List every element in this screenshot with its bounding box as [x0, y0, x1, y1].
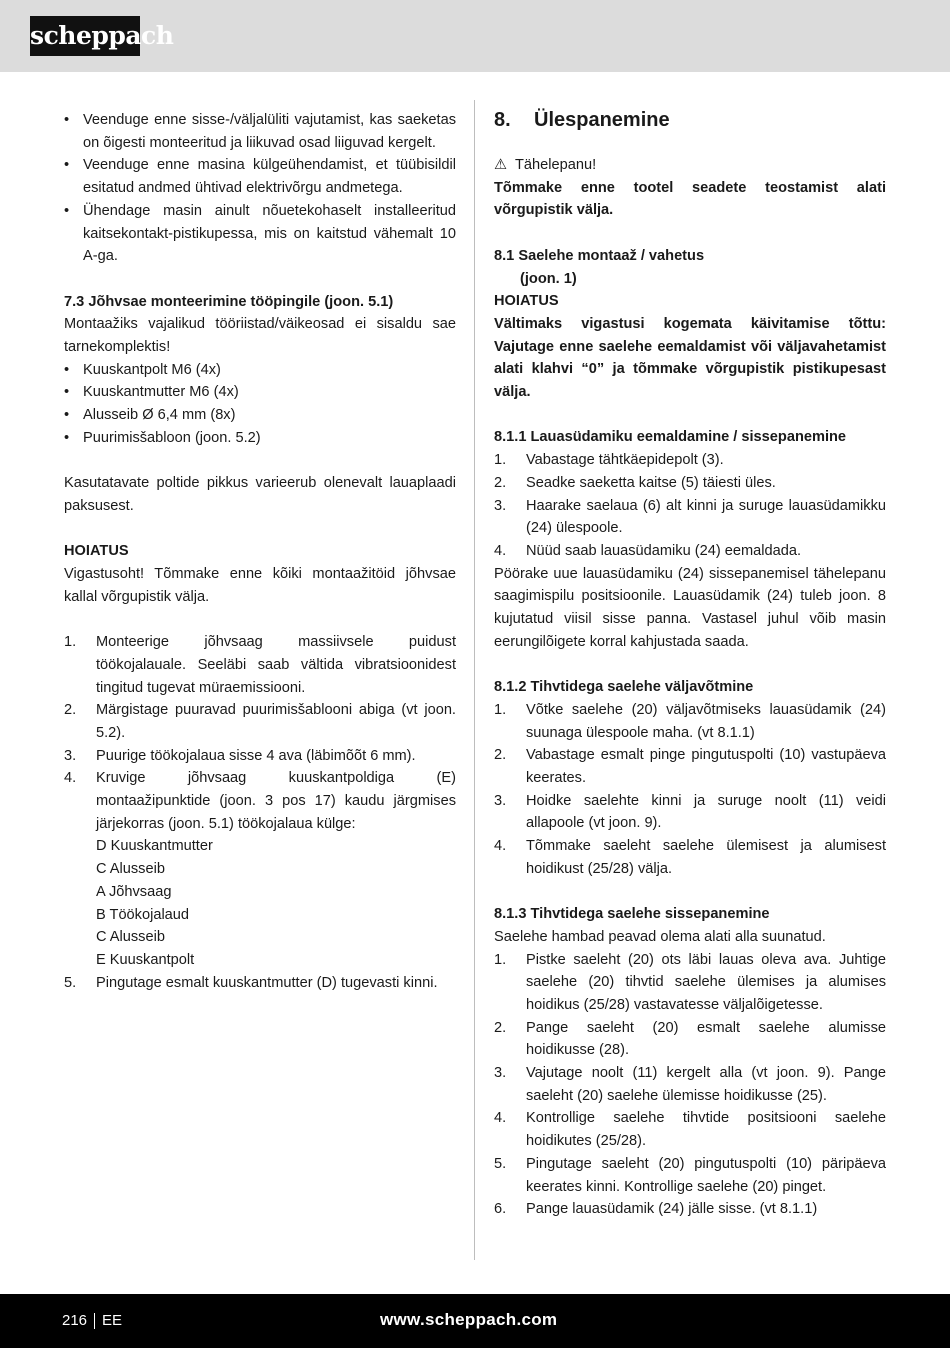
warning-triangle-icon: ⚠ — [494, 157, 508, 173]
warning-text: Vigastusoht! Tõmmake enne kõiki montaažitöid jõhvsae kallal võrgupistik välja. — [64, 566, 456, 605]
step-item: 2. Pange saeleht (20) esmalt saelehe alumisse hoidikusse (28). — [494, 1019, 886, 1059]
section-note: Pöörake uue lauasüdamiku (24) sissepanemisel tähelepanu saagimispilu positsioonile. Lauasüdamik (24) tuleb joon. 8 kujutatud viisil sisse panna. Vastasel juhul võib masin eerungilõigete korral kahjustada saada. — [494, 565, 886, 650]
section-intro: Montaažiks vajalikud tööriistad/väikeosad ei sisaldu sae tarnekomplektis! — [64, 316, 456, 356]
assembly-order-item: D Kuuskantmutter — [96, 838, 213, 855]
section-heading-8-1: 8.1 Saelehe montaaž / vahetus — [494, 247, 705, 264]
assembly-order-item: C Alusseib — [96, 861, 165, 878]
column-divider — [474, 100, 475, 1260]
section-intro: Saelehe hambad peavad olema alati alla suunatud. — [494, 928, 826, 945]
warning-label: HOIATUS — [494, 293, 559, 310]
language-code: EE — [102, 1312, 123, 1329]
step-item: 4. Tõmmake saeleht saelehe ülemisest ja alumisest hoidikust (25/28) välja. — [494, 838, 886, 877]
step-item: 1. Võtke saelehe (20) väljavõtmiseks lauasüdamik (24) suunaga ülespoole maha. (vt 8.1.1) — [494, 701, 886, 741]
steps-8-1-3 — [494, 949, 886, 1221]
attention-row — [494, 154, 886, 177]
step-item: 1. Vabastage tähtkäepidepolt (3). — [494, 452, 724, 469]
list-item: • Kuuskantmutter M6 (4x) — [64, 381, 456, 404]
attention-text: Tõmmake enne tootel seadete teostamist alati võrgupistik välja. — [494, 179, 886, 219]
section-heading-8-1-3: 8.1.3 Tihvtidega saelehe sissepanemine — [494, 906, 770, 923]
safety-bullet-list — [64, 109, 456, 268]
assembly-order-item: A Jõhvsaag — [96, 883, 172, 900]
brand-logo: scheppach — [30, 16, 140, 56]
list-item: • Veenduge enne masina külgeühendamist, et tüübisildil esitatud andmed ühtivad elektrivõrgu andmetega. — [64, 154, 456, 199]
chapter-heading: 8. Ülespanemine — [494, 109, 670, 131]
attention-label: Tähelepanu! — [515, 157, 597, 173]
step-item: 3. Vajutage noolt (11) kergelt alla (vt joon. 9). Pange saeleht (20) saelehe ülemisse hoidikusse (25). — [494, 1065, 886, 1104]
right-column — [494, 109, 886, 1221]
step-item: 3. Haarake saelaua (6) alt kinni ja suruge lauasüdamikku (24) ülespoole. — [494, 497, 886, 537]
step-item: 1. Monteerige jõhvsaag massiivsele puidust töökojalauale. Seeläbi saab vältida vibratsioonidest tingitud tugevat müraemissiooni. — [64, 634, 456, 696]
steps-8-1-2 — [494, 699, 886, 881]
assembly-order-item: E Kuuskantpolt — [96, 951, 195, 968]
step-item: 5. Pingutage esmalt kuuskantmutter (D) tugevasti kinni. — [64, 974, 438, 991]
list-item: • Ühendage masin ainult nõuetekohaselt installeeritud kaitsekontakt-pistikupessa, mis on kaitstud vähemalt 10 A-ga. — [64, 200, 456, 268]
step-item: 1. Pistke saeleht (20) ots läbi lauas oleva ava. Juhtige saelehe (20) tihvtid saelehe ülemises ja alumises hoidikus (25/28) vastavatesse väljalõigetesse. — [494, 951, 886, 1013]
assembly-order-item: B Töökojalaud — [96, 906, 190, 923]
section-heading-8-1-1: 8.1.1 Lauasüdamiku eemaldamine / sissepanemine — [494, 429, 847, 446]
assembly-order-item: C Alusseib — [96, 929, 165, 946]
warning-label: HOIATUS — [64, 543, 129, 560]
step-item: 4. Kruvige jõhvsaag kuuskantpoldiga (E) montaažipunktide (joon. 3 pos 17) kaudu järgmises järjekorras (joon. 5.1) töökojalaua külge: D Kuuskantmutter C Alusseib A Jõhvsaag B Töökojalaud C Alusseib E Kuuskantpolt — [64, 767, 456, 971]
header-bar — [0, 0, 950, 72]
website-link[interactable]: www.scheppach.com — [380, 1310, 558, 1329]
steps-8-1-1 — [494, 449, 886, 563]
list-item: • Veenduge enne sisse-/väljalüliti vajutamist, kas saeketas on õigesti monteeritud ja liikuvad osad liiguvad kergelt. — [64, 109, 456, 154]
section-heading-8-1-2: 8.1.2 Tihvtidega saelehe väljavõtmine — [494, 679, 754, 696]
section-heading-8-1-ref: (joon. 1) — [520, 270, 577, 287]
list-item: • Kuuskantpolt M6 (4x) — [64, 359, 456, 382]
warning-text: Vältimaks vigastusi kogemata käivitamise tõttu: Vajutage enne saelehe eemaldamist või väljavahetamist alati klahvi “0” ja tõmmake võrgupistik pistikupesast välja. — [494, 315, 886, 401]
step-item: 3. Hoidke saelehte kinni ja suruge noolt (11) veidi allapoole (vt joon. 9). — [494, 792, 886, 832]
mounting-steps — [64, 631, 456, 994]
list-item: • Puurimisšabloon (joon. 5.2) — [64, 427, 456, 450]
parts-list — [64, 359, 456, 450]
step-item: 2. Vabastage esmalt pinge pingutuspolti (10) vastupäeva keerates. — [494, 747, 886, 786]
footer-bar — [0, 1294, 950, 1348]
list-item: • Alusseib Ø 6,4 mm (8x) — [64, 404, 456, 427]
step-item: 2. Märgistage puuravad puurimisšablooni abiga (vt joon. 5.2). — [64, 702, 456, 741]
left-column — [64, 109, 456, 994]
bolt-note: Kasutatavate poltide pikkus varieerub olenevalt lauaplaadi paksusest. — [64, 475, 456, 514]
step-item: 6. Pange lauasüdamik (24) jälle sisse. (vt 8.1.1) — [494, 1201, 818, 1218]
step-item: 3. Puurige töökojalaua sisse 4 ava (läbimõõt 6 mm). — [64, 747, 416, 764]
step-item: 2. Seadke saeketta kaitse (5) täiesti üles. — [494, 474, 776, 491]
step-item: 4. Kontrollige saelehe tihvtide positsiooni saelehe hoidikutes (25/28). — [494, 1110, 886, 1150]
page-number: 216 EE — [62, 1310, 122, 1332]
step-item: 4. Nüüd saab lauasüdamiku (24) eemaldada. — [494, 542, 802, 559]
section-heading-7-3: 7.3 Jõhvsae monteerimine tööpingile (joon. 5.1) — [64, 293, 394, 310]
step-item: 5. Pingutage saeleht (20) pingutuspolti (10) päripäeva keerates kinni. Kontrollige saelehe (20) pinget. — [494, 1155, 886, 1195]
